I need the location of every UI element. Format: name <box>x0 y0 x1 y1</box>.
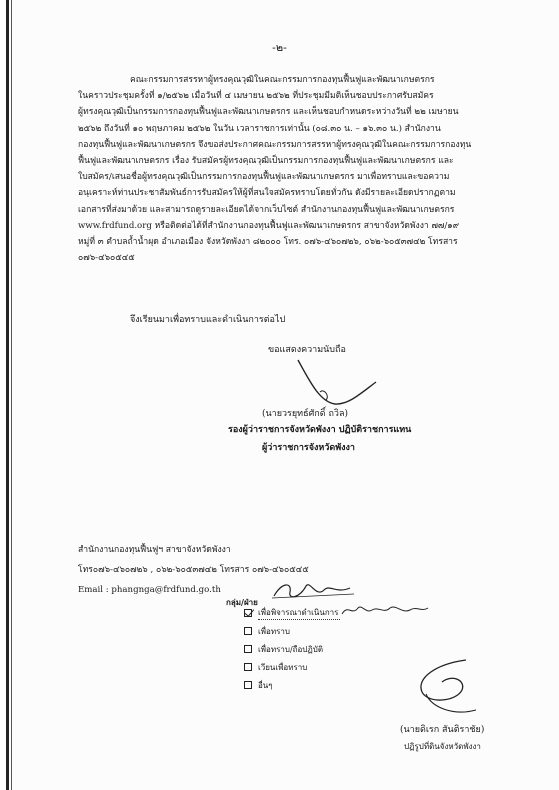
routing-checklist <box>244 604 340 694</box>
body-line: ผู้ทรงคุณวุฒิเป็นกรรมการกองทุนฟื้นฟูและพัฒนาเกษตรกร และเห็นชอบกำหนดระหว่างวันที่ ๒๒ เมษายน <box>78 107 459 118</box>
routing-option[interactable] <box>244 640 340 658</box>
routing-option-label: เพื่อทราบ/ถือปฏิบัติ <box>258 644 324 654</box>
body-line: ฟื้นฟูและพัฒนาเกษตรกร เรื่อง รับสมัครผู้ทรงคุณวุฒิเป็นกรรมการกองทุนฟื้นฟูและพัฒนาเกษตรกร และ <box>78 156 454 167</box>
approver-title: ปฏิรูปที่ดินจังหวัดพังงา <box>404 742 481 751</box>
body-line: ๐๗๖-๔๖๐๕๔๕ <box>78 253 135 264</box>
respect-phrase: ขอแสดงความนับถือ <box>268 345 346 355</box>
page-edge-shadow <box>6 0 9 790</box>
office-email: Email : phangnga@frdfund.go.th <box>78 585 221 595</box>
approver-signature <box>396 654 486 730</box>
body-line: ใบสมัคร/เสนอชื่อผู้ทรงคุณวุฒิเป็นกรรมการกองทุนฟื้นฟูและพัฒนาเกษตรกร มาเพื่อทราบและขอความ <box>78 172 450 183</box>
body-paragraph <box>78 72 510 266</box>
routing-option[interactable] <box>244 604 340 622</box>
body-line: กองทุนฟื้นฟูและพัฒนาเกษตรกร จึงขอส่งประกาศคณะกรรมการสรรหาผู้ทรงคุณวุฒิในคณะกรรมการกองทุน <box>78 139 472 150</box>
office-phone: โทร๐๗๖-๔๖๐๗๒๖ , ๐๖๒-๖๐๕๓๗๔๒ โทรสาร ๐๗๖-๔๖๐๕๔๕ <box>78 565 309 575</box>
routing-option-label: เพื่อทราบ <box>258 626 290 636</box>
routing-option-label: อื่นๆ <box>258 680 273 690</box>
body-line: ๒๕๖๒ ถึงวันที่ ๑๐ พฤษภาคม ๒๕๖๒ ในวัน เวลาราชการเท่านั้น (๐๘.๓๐ น. – ๑๖.๓๐ น.) สำนักงาน <box>78 123 441 134</box>
routing-label: กลุ่ม/ฝ่าย <box>226 597 258 607</box>
signer-title-continued: ผู้ว่าราชการจังหวัดพังงา <box>262 443 355 453</box>
body-line: เอกสารที่ส่งมาด้วย และสามารถดูรายละเอียดได้จากเว็บไซต์ สำนักงานกองทุนฟื้นฟูและพัฒนาเกษตรกร <box>78 204 455 215</box>
body-line: คณะกรรมการสรรหาผู้ทรงคุณวุฒิในคณะกรรมการกองทุนฟื้นฟูและพัฒนาเกษตรกร <box>130 75 435 85</box>
routing-option[interactable] <box>244 658 340 676</box>
checkbox[interactable] <box>244 627 252 635</box>
checkbox[interactable] <box>244 663 252 671</box>
body-line: www.frdfund.org หรือติดต่อได้ที่สำนักงานกองทุนฟื้นฟูและพัฒนาเกษตรกร สาขาจังหวัดพังงา ๗๗/๑๙ <box>78 220 460 231</box>
signer-name: (นายวรยุทธ์ศักดิ์ ถวิล) <box>262 409 348 419</box>
body-line: ในคราวประชุมครั้งที่ ๑/๒๕๖๒ เมื่อวันที่ ๔ เมษายน ๒๕๖๒ ที่ประชุมมีมติเห็นชอบประกาศรับสมัคร <box>78 91 434 102</box>
closing-sentence: จึงเรียนมาเพื่อทราบและดำเนินการต่อไป <box>130 315 286 325</box>
routing-option-label: เพื่อพิจารณาดำเนินการ <box>258 606 340 620</box>
routing-option[interactable] <box>244 622 340 640</box>
checkbox[interactable] <box>244 645 252 653</box>
body-line: อนุเคราะห์ท่านประชาสัมพันธ์การรับสมัครให้ผู้ที่สนใจสมัครทราบโดยทั่วกัน ดังมีรายละเอียดปรากฏตาม <box>78 188 456 199</box>
body-line: หมู่ที่ ๓ ตำบลถ้ำน้ำผุด อำเภอเมือง จังหวัดพังงา ๘๒๐๐๐ โทร. ๐๗๖-๔๖๐๗๒๖, ๐๖๒-๖๐๕๓๗๔๒ โทรสาร <box>78 237 458 248</box>
checkbox[interactable] <box>244 681 252 689</box>
signer-title: รองผู้ว่าราชการจังหวัดพังงา ปฏิบัติราชการแทน <box>228 425 412 435</box>
page-number: -๒- <box>272 41 287 54</box>
handwritten-signature <box>290 352 380 412</box>
checkbox-checked[interactable] <box>244 609 252 617</box>
office-name: สำนักงานกองทุนฟื้นฟูฯ สาขาจังหวัดพังงา <box>78 545 231 555</box>
approver-name: (นายดิเรก สันติราชัย) <box>400 725 485 735</box>
routing-option[interactable] <box>244 676 340 694</box>
handwritten-note <box>340 600 430 620</box>
page-edge-line <box>11 0 12 790</box>
routing-option-label: เวียนเพื่อทราบ <box>258 662 308 672</box>
